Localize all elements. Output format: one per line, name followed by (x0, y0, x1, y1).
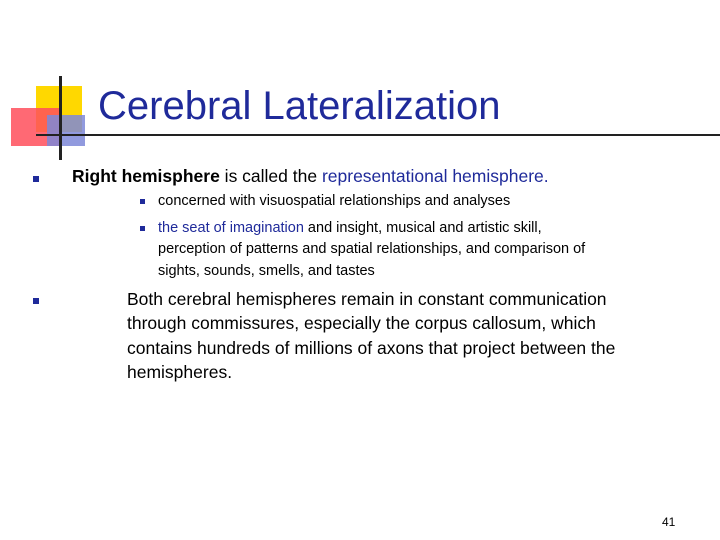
page-number: 41 (662, 515, 676, 529)
bullet-1-plain: is called the (219, 166, 322, 186)
sub-bullet-1-text: concerned with visuospatial relationships and analyses (158, 193, 511, 209)
title-underline (36, 134, 720, 136)
sub-bullet-marker (140, 226, 145, 231)
bullet-2-line4: hemispheres. (127, 362, 233, 382)
bullet-1-accent: representational hemisphere. (321, 166, 549, 186)
sub-bullet-2-line2: perception of patterns and spatial relationships, and comparison of (158, 241, 586, 257)
sub-bullet-2-line3: sights, sounds, smells, and tastes (158, 263, 375, 279)
sub-bullet-2-plain: and insight, musical and artistic skill, (303, 220, 542, 236)
sub-bullet-2-accent: the seat of imagination (158, 220, 304, 236)
slide-title: Cerebral Lateralization (98, 84, 501, 128)
sub-bullet-marker (140, 199, 145, 204)
decor-vertical-line (59, 76, 62, 160)
bullet-marker (33, 298, 39, 304)
sub-bullet-2-line1 (158, 219, 542, 237)
decor-blue-square (47, 115, 85, 146)
bullet-1-bold: Right hemisphere (72, 166, 220, 186)
bullet-1-text (72, 165, 549, 187)
bullet-2-line3: contains hundreds of millions of axons that project between the (127, 338, 616, 358)
bullet-2-line2: through commissures, especially the corpus callosum, which (127, 313, 596, 333)
bullet-marker (33, 176, 39, 182)
bullet-2-line1: Both cerebral hemispheres remain in constant communication (127, 289, 607, 309)
